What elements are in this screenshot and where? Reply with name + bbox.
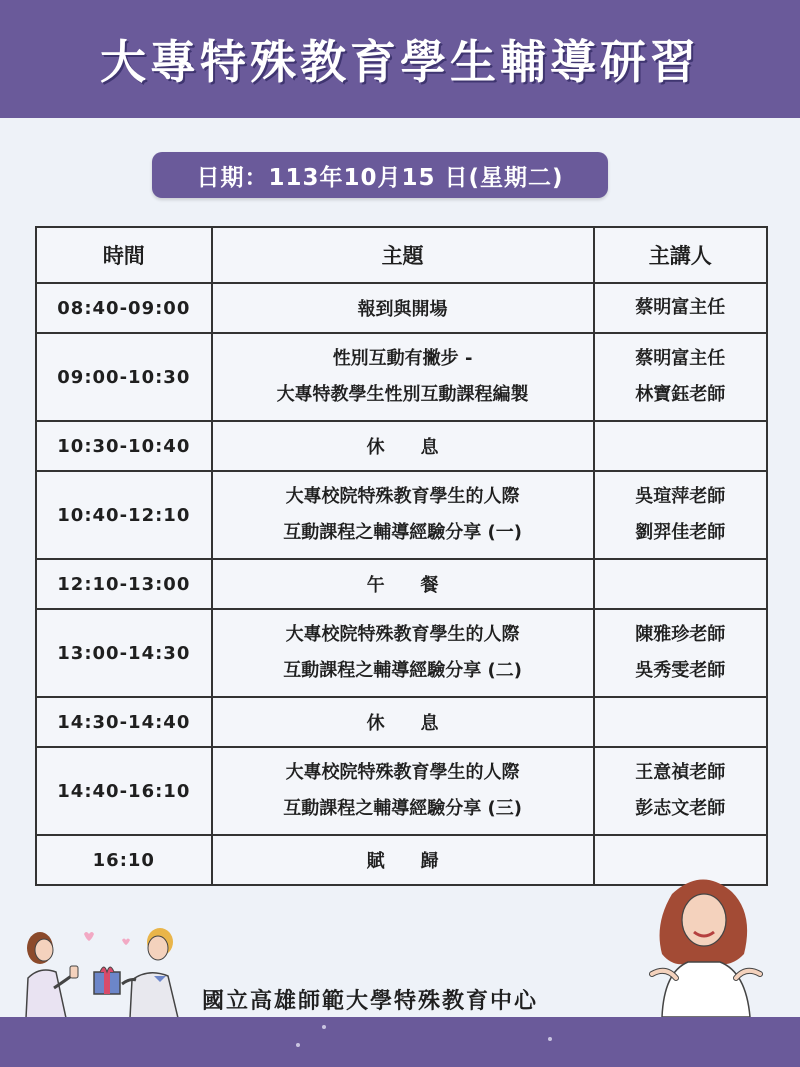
speaker-cell — [594, 609, 767, 697]
speaker-cell — [594, 747, 767, 835]
decorative-dot — [548, 1037, 552, 1041]
speaker-name: 蔡明富主任 — [635, 348, 726, 369]
time-cell: 08:40-09:00 — [36, 283, 212, 333]
table-row — [36, 471, 767, 559]
topic-cell — [212, 835, 594, 885]
topic-line: 大專校院特殊教育學生的人際 — [285, 624, 520, 645]
topic-line: 報到與開場 — [357, 299, 448, 320]
speaker-cell — [594, 471, 767, 559]
time-cell: 14:30-14:40 — [36, 697, 212, 747]
topic-line: 休 息 — [366, 437, 439, 458]
woman-pointing-illustration — [632, 874, 782, 1017]
footer-band — [0, 1017, 800, 1067]
header-topic: 主題 — [212, 227, 594, 283]
decorative-dot — [322, 1025, 326, 1029]
speaker-cell — [594, 421, 767, 471]
topic-cell — [212, 283, 594, 333]
speaker-name: 陳雅珍老師 — [635, 624, 726, 645]
table-header-row — [36, 227, 767, 283]
speaker-name: 王意禎老師 — [635, 762, 726, 783]
table-row — [36, 283, 767, 333]
topic-line: 大專校院特殊教育學生的人際 — [285, 486, 520, 507]
table-row — [36, 609, 767, 697]
time-cell: 16:10 — [36, 835, 212, 885]
table-row — [36, 421, 767, 471]
time-cell: 12:10-13:00 — [36, 559, 212, 609]
topic-cell — [212, 471, 594, 559]
topic-line: 休 息 — [366, 713, 439, 734]
topic-cell — [212, 747, 594, 835]
speaker-cell — [594, 559, 767, 609]
speaker-name: 蔡明富主任 — [635, 297, 726, 318]
page-title: 大專特殊教育學生輔導研習 — [100, 35, 700, 89]
table-row — [36, 559, 767, 609]
topic-cell — [212, 609, 594, 697]
organization-name: 國立高雄師範大學特殊教育中心 — [202, 988, 539, 1014]
topic-cell — [212, 559, 594, 609]
speaker-cell — [594, 283, 767, 333]
topic-line: 大專校院特殊教育學生的人際 — [285, 762, 520, 783]
speaker-name: 彭志文老師 — [635, 798, 726, 819]
time-cell: 10:30-10:40 — [36, 421, 212, 471]
time-cell: 14:40-16:10 — [36, 747, 212, 835]
speaker-cell — [594, 333, 767, 421]
couple-gift-illustration — [18, 918, 193, 1018]
header-speaker: 主講人 — [594, 227, 767, 283]
topic-line: 互動課程之輔導經驗分享 (一) — [283, 522, 522, 543]
topic-line: 午 餐 — [366, 575, 439, 596]
decorative-dot — [296, 1043, 300, 1047]
topic-line: 賦 歸 — [366, 851, 439, 872]
speaker-name: 吳秀雯老師 — [635, 660, 726, 681]
time-cell: 10:40-12:10 — [36, 471, 212, 559]
date-badge: 日期：113年10月15 日(星期二) — [152, 152, 608, 198]
schedule-table — [35, 226, 768, 886]
speaker-name: 劉羿佳老師 — [635, 522, 726, 543]
topic-line: 互動課程之輔導經驗分享 (二) — [283, 660, 522, 681]
topic-line: 互動課程之輔導經驗分享 (三) — [283, 798, 522, 819]
header-time: 時間 — [36, 227, 212, 283]
header-banner — [0, 0, 800, 118]
speaker-cell — [594, 697, 767, 747]
table-row — [36, 333, 767, 421]
time-cell: 13:00-14:30 — [36, 609, 212, 697]
topic-cell — [212, 421, 594, 471]
topic-cell — [212, 697, 594, 747]
topic-line: 性別互動有撇步 - — [332, 348, 473, 369]
topic-cell — [212, 333, 594, 421]
time-cell: 09:00-10:30 — [36, 333, 212, 421]
speaker-name: 林寶鈺老師 — [635, 384, 726, 405]
table-row — [36, 697, 767, 747]
speaker-name: 吳瑄萍老師 — [635, 486, 726, 507]
topic-line: 大專特教學生性別互動課程編製 — [276, 384, 529, 405]
table-row — [36, 747, 767, 835]
